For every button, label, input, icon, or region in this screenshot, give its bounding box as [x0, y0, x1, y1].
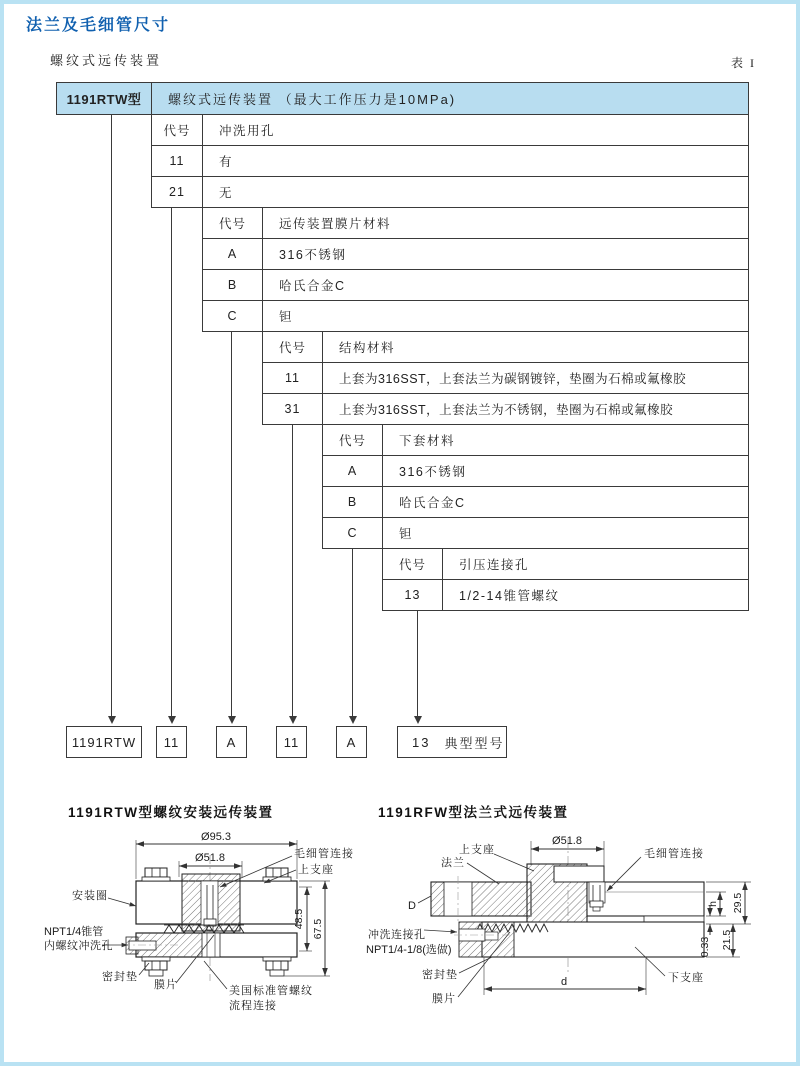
- down-arrow-icon: [168, 716, 176, 724]
- table-row: [202, 238, 749, 270]
- table-row: [382, 548, 749, 580]
- label-header-cell: 结构材料: [339, 341, 396, 355]
- code-header-cell: 代号: [203, 208, 263, 238]
- npt-flush-label-line1: NPT1/4锥管: [44, 926, 104, 938]
- dim-21-5: 21.5: [721, 929, 733, 951]
- dim-diameter: Ø51.8: [552, 835, 582, 847]
- connector-line: [417, 610, 418, 716]
- down-arrow-icon: [349, 716, 357, 724]
- connector-line: [231, 331, 232, 716]
- lower-seat: [482, 922, 704, 957]
- code-cell: 31: [263, 394, 323, 424]
- example-last-label: 典型型号: [444, 735, 505, 751]
- capillary-label: 毛细管连接: [644, 848, 704, 860]
- value-cell: 哈氏合金C: [399, 496, 466, 510]
- connector-line: [292, 424, 293, 716]
- left-drawing-title: 1191RTW型螺纹安装远传装置: [68, 805, 274, 820]
- value-cell: 钽: [399, 527, 414, 541]
- bolt-top-right: [263, 868, 291, 881]
- process-thread-label-line2: 流程连接: [229, 1000, 277, 1012]
- code-header-cell: 代号: [263, 332, 323, 362]
- value-cell: 上套为316SST，上套法兰为不锈钢，垫圈为石棉或氟橡胶: [339, 403, 674, 417]
- code-header-cell: 代号: [383, 549, 443, 579]
- label-header-cell: 冲洗用孔: [219, 124, 276, 138]
- value-cell: 钽: [279, 310, 294, 324]
- right-drawing-title: 1191RFW型法兰式远传装置: [378, 805, 569, 820]
- value-cell: 316不锈钢: [279, 248, 347, 262]
- down-arrow-icon: [228, 716, 236, 724]
- code-cell: C: [203, 301, 263, 331]
- flush-hole-label-line2: NPT1/4-1/8(选做): [366, 944, 452, 956]
- label-header-cell: 远传装置膜片材料: [279, 217, 392, 231]
- diaphragm-label: 膜片: [432, 993, 456, 1005]
- capillary-fitting: [590, 901, 603, 907]
- table-row: [202, 269, 749, 301]
- table-row: [262, 393, 749, 425]
- example-box-code2: A: [216, 726, 247, 758]
- code-cell: 13: [383, 580, 443, 610]
- code-cell: 11: [263, 363, 323, 393]
- label-header-cell: 下套材料: [399, 434, 456, 448]
- code-cell: C: [323, 518, 383, 548]
- table-row: [202, 300, 749, 332]
- flush-hole-label-line1: 冲洗连接孔: [368, 929, 426, 941]
- table-row: [322, 455, 749, 487]
- example-box-code3: 11: [276, 726, 307, 758]
- table-row: [151, 176, 749, 208]
- example-box-code1: 11: [156, 726, 187, 758]
- dim-h: h: [707, 901, 719, 907]
- code-cell: A: [323, 456, 383, 486]
- code-header-cell: 代号: [152, 115, 203, 145]
- table-row: [382, 579, 749, 611]
- upper-seat-label: 上支座: [459, 844, 495, 856]
- table-row: [262, 362, 749, 394]
- value-cell: 哈氏合金C: [279, 279, 346, 293]
- code-cell: B: [203, 270, 263, 300]
- down-arrow-icon: [289, 716, 297, 724]
- down-arrow-icon: [108, 716, 116, 724]
- table-row: [202, 207, 749, 239]
- table-number-label: 表 I: [731, 56, 756, 70]
- code-header-cell: 代号: [323, 425, 383, 455]
- dim-29-5: 29.5: [732, 892, 744, 914]
- code-cell: 11: [152, 146, 203, 176]
- right-drawing: [364, 799, 799, 1049]
- code-cell: B: [323, 487, 383, 517]
- dim-inner-diameter: Ø51.8: [195, 852, 225, 864]
- table-row: [322, 517, 749, 549]
- value-cell: 有: [219, 155, 234, 169]
- flange-label: 法兰: [441, 857, 465, 869]
- left-drawing: [44, 799, 374, 1049]
- connector-line: [111, 114, 112, 716]
- table-row: [322, 486, 749, 518]
- model-description-cell: 螺纹式远传装置 （最大工作压力是10MPa): [151, 82, 749, 115]
- dim-height-outer: 67.5: [312, 918, 324, 940]
- code-cell: 21: [152, 177, 203, 207]
- mount-ring-label: 安装圈: [72, 890, 108, 902]
- lower-seat-label: 下支座: [668, 972, 704, 984]
- bolt-top-left: [142, 868, 170, 881]
- connector-line: [352, 548, 353, 716]
- example-box-model: 1191RTW: [66, 726, 142, 758]
- gasket-label: 密封垫: [422, 969, 458, 981]
- table-row: [151, 145, 749, 177]
- process-connection: [202, 933, 220, 957]
- dim-height-inner: 48.5: [293, 908, 305, 930]
- dim-0-33: 0.33: [699, 936, 711, 958]
- process-thread-label-line1: 美国标准管螺纹: [229, 985, 313, 997]
- value-cell: 316不锈钢: [399, 465, 467, 479]
- label-header-cell: 引压连接孔: [459, 558, 530, 572]
- dim-D-label: D: [408, 900, 416, 912]
- model-cell: 1191RTW型: [56, 82, 152, 115]
- value-cell: 上套为316SST，上套法兰为碳钢镀锌，垫圈为石棉或氟橡胶: [339, 372, 687, 386]
- dim-outer-diameter: Ø95.3: [201, 831, 231, 843]
- table-row: [151, 114, 749, 146]
- example-box-typical: [397, 726, 507, 758]
- bolt-bottom-right: [263, 957, 291, 976]
- diaphragm-label: 膜片: [154, 979, 178, 991]
- code-cell: A: [203, 239, 263, 269]
- gasket-label: 密封垫: [102, 971, 138, 983]
- table-row: [322, 424, 749, 456]
- down-arrow-icon: [414, 716, 422, 724]
- connector-line: [171, 207, 172, 716]
- table-row: [262, 331, 749, 363]
- value-cell: 1/2-14锥管螺纹: [459, 589, 560, 603]
- page-title: 法兰及毛细管尺寸: [26, 17, 171, 34]
- example-last-code: 13: [412, 734, 431, 750]
- page-subtitle: 螺纹式远传装置: [50, 53, 163, 68]
- capillary-cap: [554, 866, 604, 882]
- value-cell: 无: [219, 186, 234, 200]
- npt-flush-label-line2: 内螺纹冲洗孔: [44, 940, 113, 952]
- dim-d: d: [560, 976, 568, 988]
- example-box-code4: A: [336, 726, 367, 758]
- capillary-label: 毛细管连接: [294, 848, 354, 860]
- upper-seat-label: 上支座: [298, 864, 334, 876]
